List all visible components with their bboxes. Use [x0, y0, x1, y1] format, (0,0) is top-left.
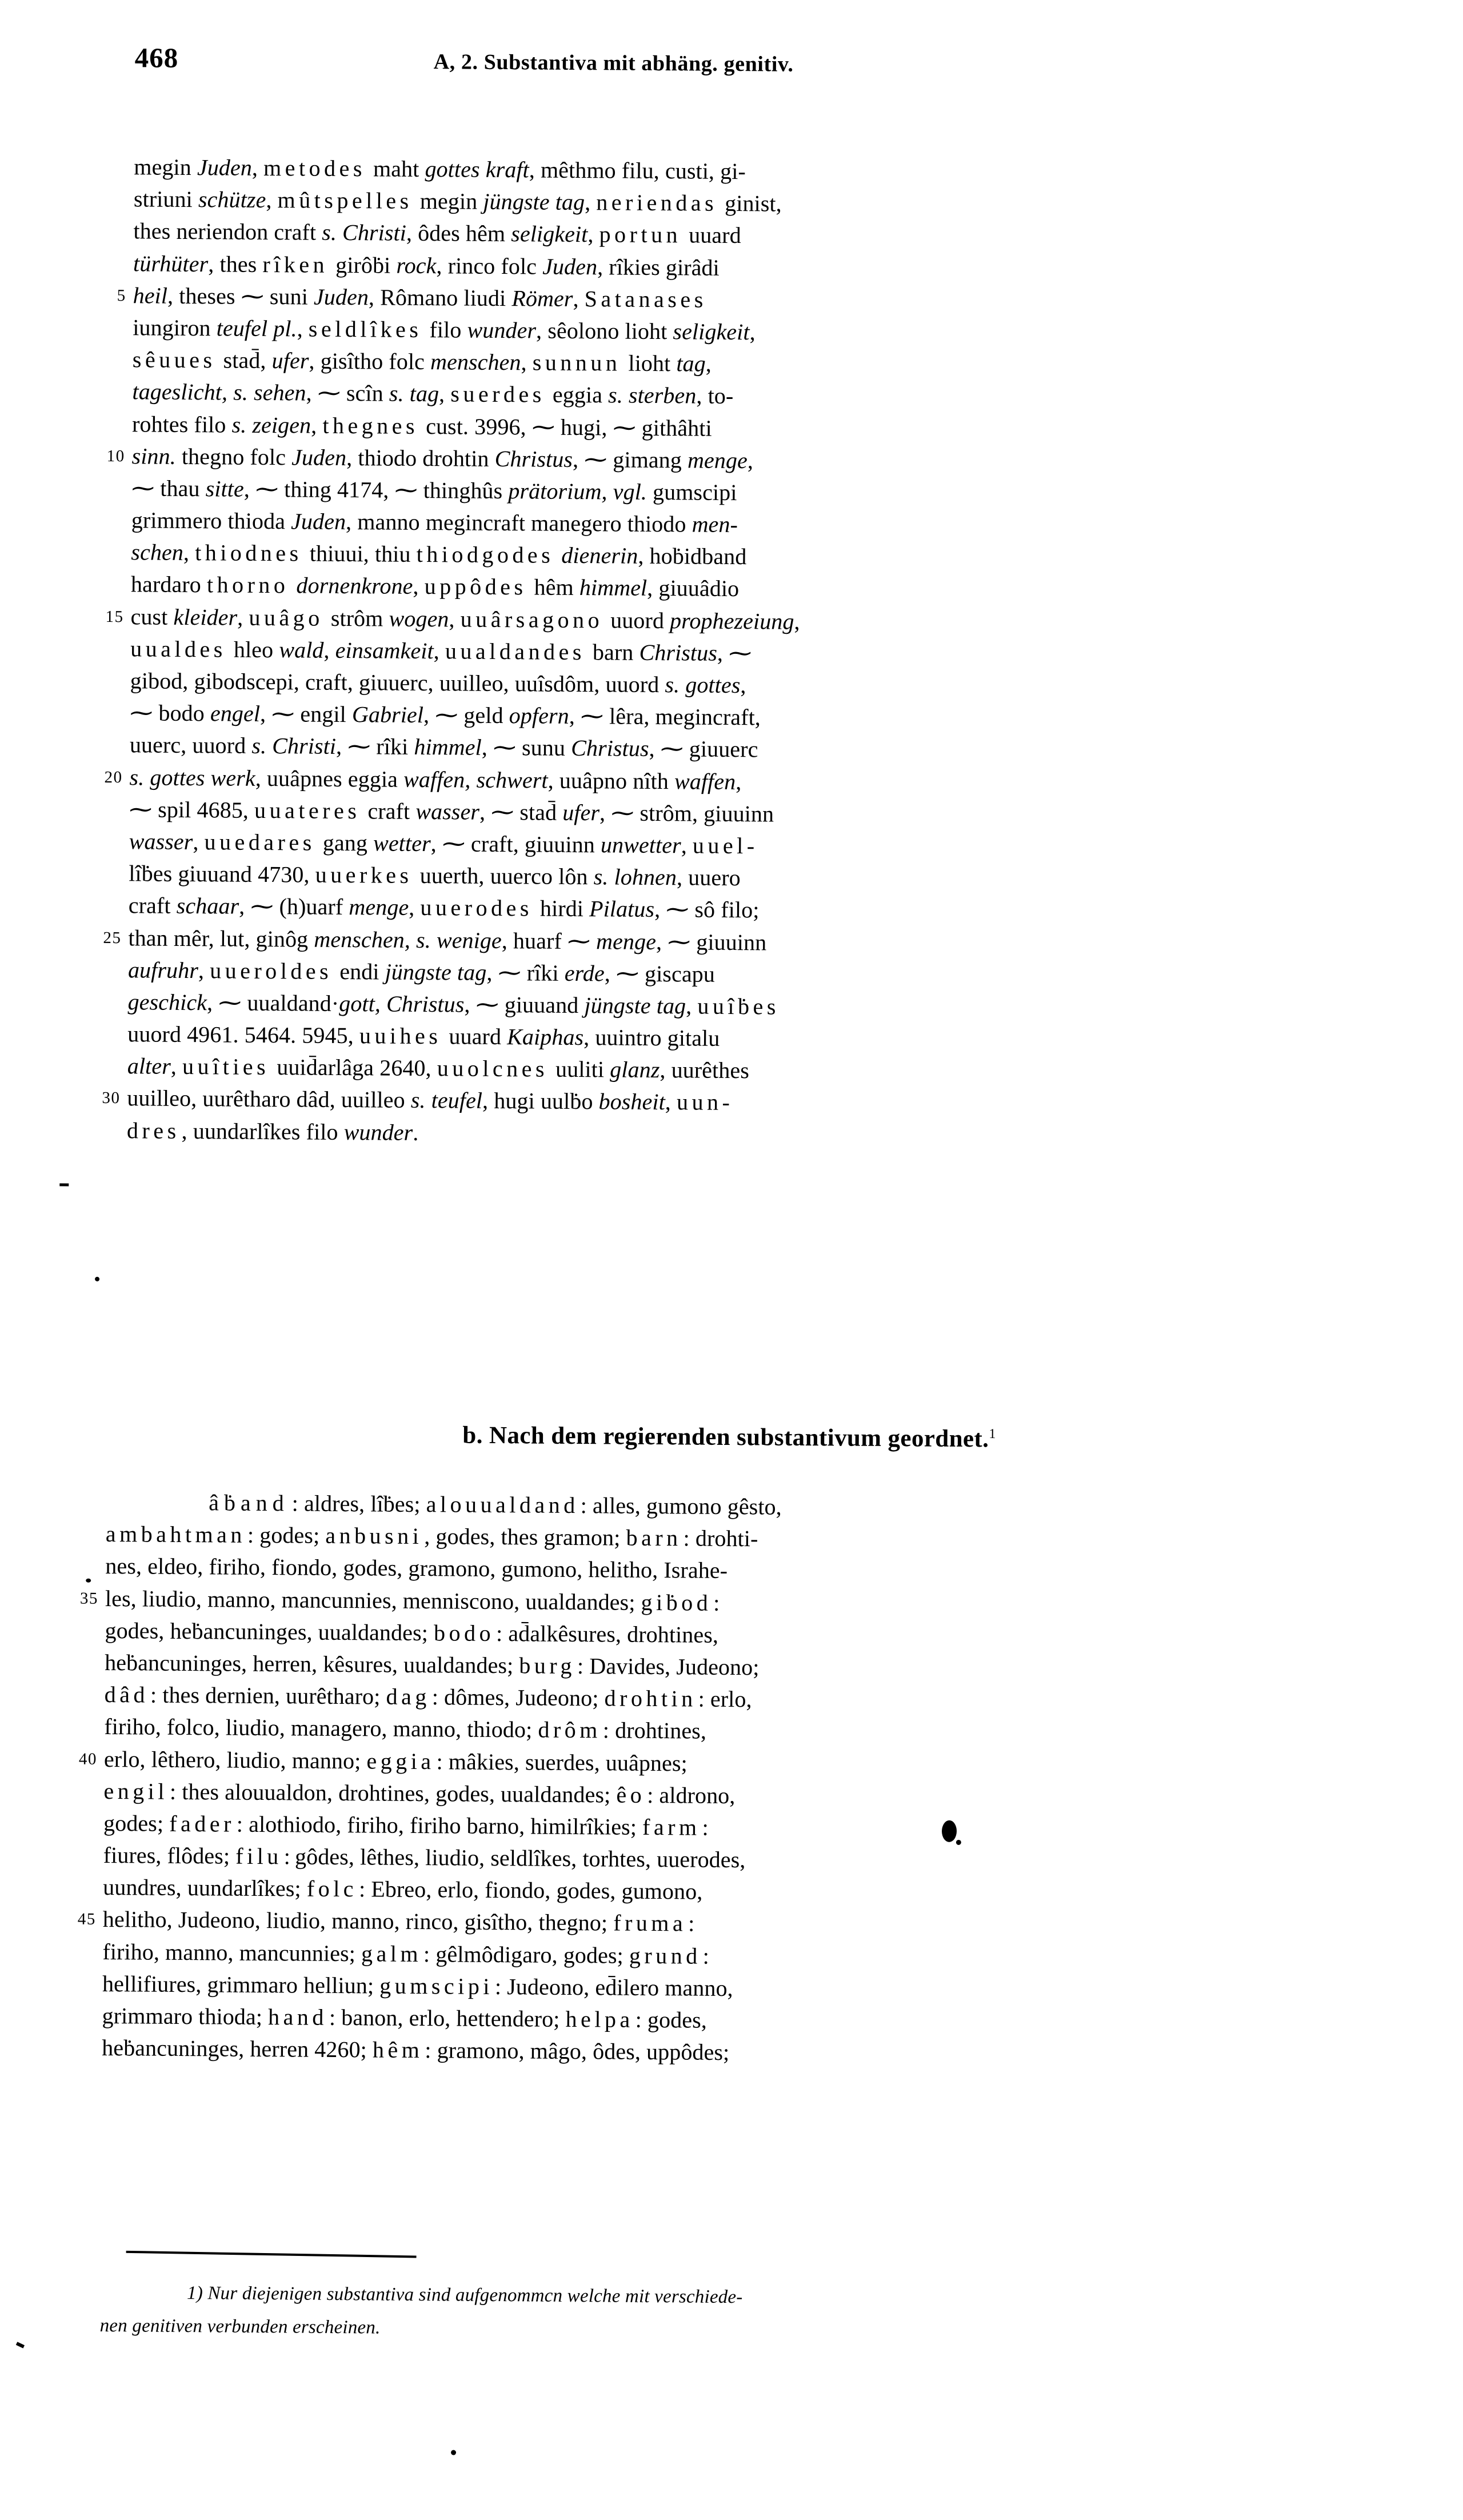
text-line: wasser, uuedares gang wetter, ⁓ craft, giuuinn unwetter, uuel- [129, 828, 758, 859]
text-line: alter, uuîties uuid̄arlâga 2640, uuolcnes uuliti glanz, uurêthes [127, 1053, 750, 1084]
line-number: 30 [102, 1089, 121, 1108]
text-line: 40 erlo, lêthero, liudio, manno; eggia: mâkies, suerdes, uuâpnes; [104, 1743, 1458, 1785]
text-line: firiho, manno, mancunnies; galm: gêlmôdigaro, godes; grund: [102, 1938, 710, 1969]
text-line: tageslicht, s. sehen, ⁓ scîn s. tag, suerdes eggia s. sterben, to- [132, 378, 734, 409]
text-line: schen, thiodnes thiuui, thiu thiodgodes dienerin, hoḃidband [131, 539, 747, 570]
text-line: craft schaar, ⁓ (h)uarf menge, uuerodes hirdi Pilatus, ⁓ sô filo; [128, 892, 760, 923]
section-a-text [0, 150, 1463, 1157]
text-line: firiho, folco, liudio, managero, manno, thiodo; drôm: drohtines, [104, 1714, 707, 1744]
text-line: sêuues stad̄, ufer, gisîtho folc menschen, sunnun lioht tag, [132, 346, 712, 377]
ink-speck [59, 1183, 69, 1186]
text-line: 15 cust kleider, uuâgo strôm wogen, uuârsagono uuord prophezeiung, [130, 601, 1463, 642]
text-line: nes, eldeo, firiho, fiondo, godes, gramono, gumono, helitho, Israhe- [105, 1553, 728, 1584]
text-line: striuni schütze, mûtspelles megin jüngste tag, neriendas ginist, [133, 186, 782, 217]
text-line: thes neriendon craft s. Christi, ôdes hêm seligkeit, portun uuard [133, 218, 741, 249]
text-line: uuord 4961. 5464. 5945, uuihes uuard Kaiphas, uuintro gitalu [127, 1021, 720, 1051]
text-line: âḃand : aldres, lîḃes; alouualdand: alles, gumono gêsto, [209, 1489, 782, 1520]
text-line: ⁓ bodo engel, ⁓ engil Gabriel, ⁓ geld opfern, ⁓ lêra, megincraft, [130, 700, 761, 730]
section-b-heading [0, 1418, 1461, 1457]
footnote [0, 2275, 1454, 2353]
text-line: ⁓ spil 4685, uuateres craft wasser, ⁓ stad̄ ufer, ⁓ strôm, giuuinn [129, 796, 774, 827]
footnote-separator-rule [126, 2251, 417, 2258]
text-line: fiures, flôdes; filu: gôdes, lêthes, liudio, seldlîkes, torhtes, uuerodes, [103, 1842, 746, 1873]
line-number: 20 [104, 768, 123, 786]
text-line: godes, heḃancuninges, uualdandes; bodo: ad̄alkêsures, drohtines, [105, 1617, 719, 1648]
line-number: 45 [77, 1910, 96, 1929]
text-line: engil: thes alouualdon, drohtines, godes, uualdandes; êo: aldrono, [103, 1778, 736, 1808]
section-b-heading-text: b. Nach dem regierenden substantivum geordnet. [462, 1421, 989, 1453]
text-line: 10 sinn. thegno folc Juden, thiodo drohtin Christus, ⁓ gimang menge, [131, 440, 1463, 482]
text-line: hardaro thorno dornenkrone, uppôdes hêm himmel, giuuâdio [130, 571, 740, 602]
text-line: 20 s. gottes werk, uuâpnes eggia waffen, schwert, uuâpno nîth waffen, [129, 761, 1463, 803]
text-line: dres, uundarlîkes filo wunder. [126, 1117, 419, 1145]
text-line: iungiron teufel pl., seldlîkes filo wunder, sêolono lioht seligkeit, [133, 314, 756, 345]
line-number: 40 [78, 1750, 98, 1768]
text-line: heḃancuninges, herren, kêsures, uualdandes; burg: Davides, Judeono; [104, 1649, 760, 1680]
text-line: grimmero thioda Juden, manno megincraft manegero thiodo men- [131, 507, 738, 538]
line-number: 15 [105, 607, 124, 626]
line-number: 5 [117, 286, 126, 305]
text-line: 35 les, liudio, manno, mancunnies, menniscono, uualdandes; giḃod: [105, 1583, 1460, 1625]
ink-blot [942, 1820, 957, 1842]
running-head [7, 39, 1463, 90]
footnote-reference: 1 [989, 1426, 996, 1442]
text-line: ⁓ thau sitte, ⁓ thing 4174, ⁓ thinghûs prätorium, vgl. gumscipi [131, 475, 737, 505]
ink-speck [956, 1840, 961, 1845]
text-line: megin Juden, metodes maht gottes kraft, mêthmo filu, custi, gi- [134, 154, 746, 185]
footnote-text-line-1: Nur diejenigen substantiva sind aufgenommcn welche mit verschiede- [207, 2283, 743, 2308]
ink-speck [86, 1579, 91, 1583]
text-line: uualdes hleo wald, einsamkeit, uualdandes barn Christus, ⁓ [130, 636, 752, 666]
running-head-title: A, 2. Substantiva mit abhäng. genitiv. [433, 50, 794, 77]
text-line: gibod, gibodscepi, craft, giuuerc, uuilleo, uuîsdôm, uuord s. gottes, [130, 668, 746, 698]
text-line: hellifiures, grimmaro helliun; gumscipi: Judeono, ed̄ilero manno, [102, 1970, 733, 2001]
text-line: grimmaro thioda; hand: banon, erlo, hettendero; helpa: godes, [102, 2002, 707, 2033]
folio-number: 468 [134, 42, 179, 74]
ink-speck [451, 2450, 456, 2455]
text-line: 25 than mêr, lut, ginôg menschen, s. wenige, huarf ⁓ menge, ⁓ giuuinn [128, 922, 1463, 964]
text-line: uundres, uundarlîkes; folc: Ebreo, erlo, fiondo, godes, gumono, [103, 1874, 703, 1904]
text-line: ambahtman: godes; anbusni, godes, thes gramon; barn: drohti- [105, 1521, 758, 1552]
text-line: 45 helitho, Judeono, liudio, manno, rinco, gisîtho, thegno; fruma: [103, 1903, 1457, 1946]
text-line: uuerc, uuord s. Christi, ⁓ rîki himmel, ⁓ sunu Christus, ⁓ giuuerc [129, 732, 758, 762]
text-line: 5 heil, theses ⁓ suni Juden, Rômano liudi Römer, Satanases [133, 279, 1463, 321]
text-line: dâd: thes dernien, uurêtharo; dag: dômes, Judeono; drohtin: erlo, [104, 1682, 752, 1712]
ink-speck [16, 2342, 25, 2348]
text-line: lîḃes giuuand 4730, uuerkes uuerth, uuerco lôn s. lohnen, uuero [129, 860, 741, 891]
line-number: 35 [79, 1589, 99, 1608]
section-b-text [0, 1485, 1460, 2074]
line-number: 10 [106, 446, 125, 465]
text-line: geschick, ⁓ uualdand·gott, Christus, ⁓ giuuand jüngste tag, uuîḃes [127, 989, 780, 1020]
text-line: rohtes filo s. zeigen, thegnes cust. 3996, ⁓ hugi, ⁓ githâhti [131, 410, 712, 441]
text-line: türhüter, thes rîken girôḃi rock, rinco folc Juden, rîkies girâdi [133, 250, 720, 281]
text-line: 30 uuilleo, uurêtharo dâd, uuilleo s. teufel, hugi uulḃo bosheit, uun- [127, 1083, 1463, 1124]
ink-speck [95, 1277, 99, 1281]
footnote-text-line-2: nen genitiven verbunden erscheinen. [99, 2315, 381, 2338]
footnote-marker: 1) [186, 2283, 203, 2304]
line-number: 25 [103, 928, 122, 947]
text-line: heḃancuninges, herren 4260; hêm: gramono, mâgo, ôdes, uppôdes; [102, 2035, 730, 2066]
text-line: aufruhr, uueroldes endi jüngste tag, ⁓ rîki erde, ⁓ giscapu [127, 956, 715, 987]
text-line: godes; fader: alothiodo, firiho, firiho barno, himilrîkies; farm: [103, 1810, 709, 1840]
